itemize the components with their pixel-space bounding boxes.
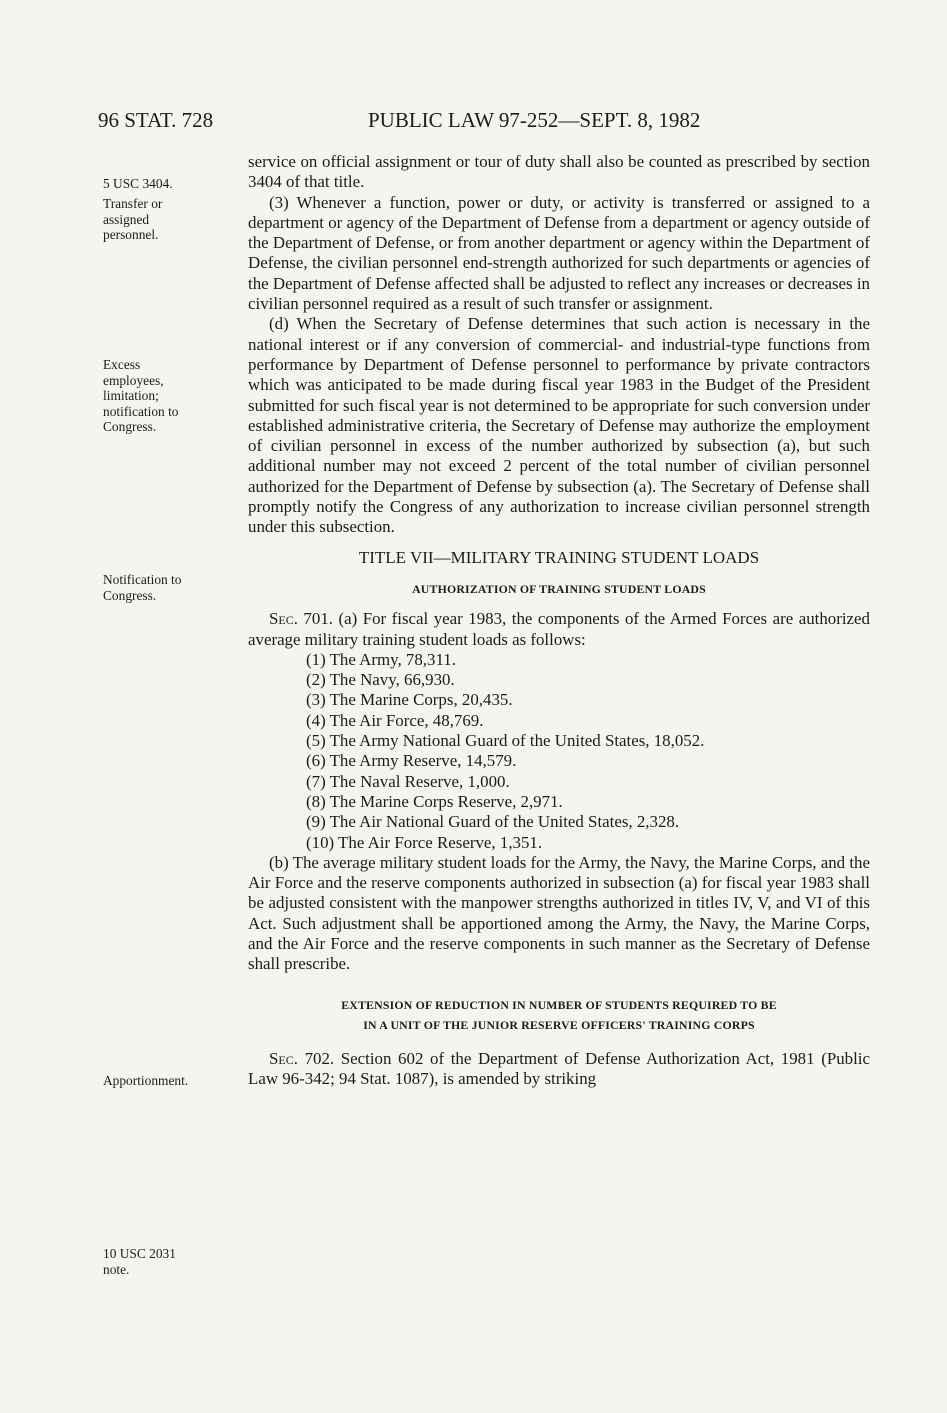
list-item: (4) The Air Force, 48,769. xyxy=(306,710,484,730)
law-citation: PUBLIC LAW 97-252—SEPT. 8, 1982 xyxy=(368,108,701,132)
list-item: (9) The Air National Guard of the United States, 2,328. xyxy=(306,812,680,832)
student-loads-list xyxy=(248,650,870,853)
section-heading-702-line2: IN A UNIT OF THE JUNIOR RESERVE OFFICERS' TRAINING CORPS xyxy=(363,1017,755,1032)
paragraph-b: (b) The average military student loads for the Army, the Navy, the Marine Corps, and the Air Force and the reserve components authorized in subsection (a) for fiscal year 1983 shall be adjusted consistent with the manpower strengths authorized in titles IV, V, and VI of this Act. Such adjustment shall be apportioned among the Army, the Navy, the Marine Corps, and the Air Force and the reserve components in such manner as the Secretary of Defense shall prescribe. xyxy=(248,852,870,974)
margin-note-notification: Notification to Congress. xyxy=(103,572,182,603)
title-heading: TITLE VII—MILITARY TRAINING STUDENT LOADS xyxy=(358,547,760,567)
list-item: (5) The Army National Guard of the United States, 18,052. xyxy=(306,731,705,751)
margin-note-excess-employees: Excess employees, limitation; notification to Congress. xyxy=(103,357,179,434)
list-item: (3) The Marine Corps, 20,435. xyxy=(306,690,513,710)
paragraph-c3: (3) Whenever a function, power or duty, or activity is transferred or assigned to a department or agency of the Department of Defense from a department or agency outside of the Department of Defense, or from another department or agency within the Department of Defense, the civilian personnel end-strength authorized for such departments or agencies of the Department of Defense affected shall be adjusted to reflect any increases or decreases in civilian personnel required as a result of such transfer or assignment. xyxy=(248,192,870,314)
paragraph-continued: service on official assignment or tour of duty shall also be counted as prescribed by section 3404 of that title. xyxy=(248,152,870,192)
paragraph-d: (d) When the Secretary of Defense determines that such action is necessary in the national interest or if any conversion of commercial- and industrial-type functions from performance by Department of Defense personnel to performance by private contractors which was anticipated to be made during fiscal year 1983 in the Budget of the President submitted for such fiscal year is not determined to be appropriate for such conversion under established administrative criteria, the Secretary of Defense may authorize the employment of civilian personnel in excess of the number authorized by subsection (a), but such additional number may not exceed 2 percent of the total number of civilian personnel authorized for the Department of Defense by subsection (a). The Secretary of Defense shall promptly notify the Congress of any authorization to increase civilian personnel strength under this subsection. xyxy=(248,314,870,537)
margin-note-transfer: Transfer or assigned personnel. xyxy=(103,196,163,242)
list-item: (8) The Marine Corps Reserve, 2,971. xyxy=(306,791,563,811)
running-head xyxy=(98,108,870,138)
margin-note-usc-3404: 5 USC 3404. xyxy=(103,176,173,191)
stat-citation: 96 STAT. 728 xyxy=(98,108,214,132)
margin-note-usc-2031: 10 USC 2031 note. xyxy=(103,1246,176,1277)
body-text xyxy=(248,152,870,1090)
list-item: (1) The Army, 78,311. xyxy=(306,649,456,669)
section-heading-702-line1: EXTENSION OF REDUCTION IN NUMBER OF STUDENTS REQUIRED TO BE xyxy=(341,997,777,1012)
section-label: Sec. 701. xyxy=(269,609,333,629)
list-item: (6) The Army Reserve, 14,579. xyxy=(306,751,517,771)
section-label: Sec. 702. xyxy=(269,1049,335,1069)
list-item: (10) The Air Force Reserve, 1,351. xyxy=(306,832,543,852)
list-item: (7) The Naval Reserve, 1,000. xyxy=(306,771,510,791)
section-heading-701: AUTHORIZATION OF TRAINING STUDENT LOADS xyxy=(412,581,706,596)
section-702-text: Sec. 702. Section 602 of the Department of Defense Authorization Act, 1981 (Public Law 96-342; 94 Stat. 1087), is amended by striking xyxy=(248,1049,870,1089)
section-701-intro: Sec. 701. (a) For fiscal year 1983, the components of the Armed Forces are authorized average military training student loads as follows: xyxy=(248,609,870,649)
list-item: (2) The Navy, 66,930. xyxy=(306,670,455,690)
margin-note-apportionment: Apportionment. xyxy=(103,1073,189,1088)
